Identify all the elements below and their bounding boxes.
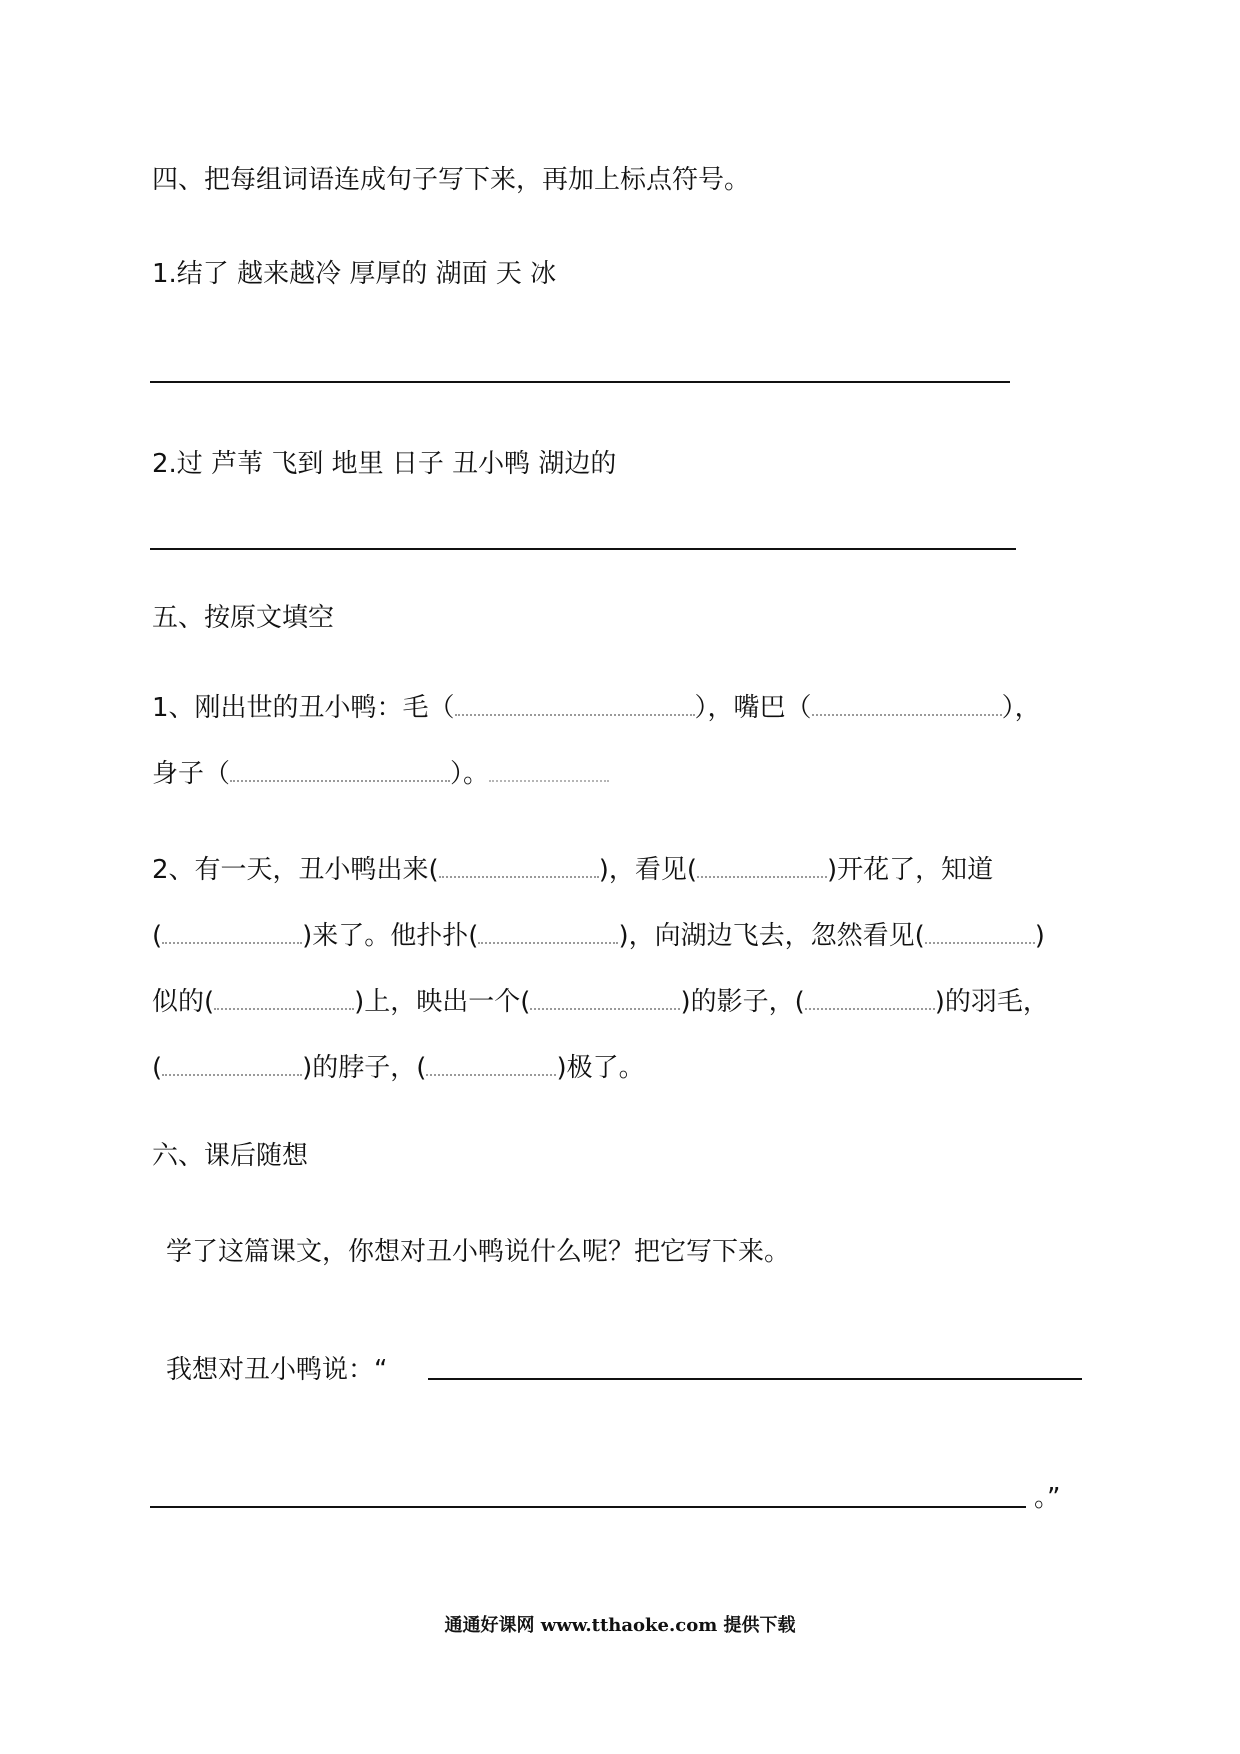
q2-l3-text-a: 似的( — [152, 987, 215, 1017]
section6-prompt: 学了这篇课文，你想对丑小鸭说什么呢？把它写下来。 — [166, 1237, 791, 1267]
section4-question-2: 2.过 芦苇 飞到 地里 日子 丑小鸭 湖边的 — [152, 449, 617, 479]
q1-text-e: ）。 — [450, 759, 490, 789]
dotted-tail — [489, 758, 609, 782]
page-footer: 通通好课网 www.tthaoke.com 提供下载 — [444, 1615, 796, 1636]
q1-text-a: 1、刚出世的丑小鸭：毛（ — [152, 693, 455, 723]
q2-l2-text-b: )来了。他扑扑( — [302, 921, 479, 951]
blank-q2-3[interactable] — [162, 920, 302, 944]
q2-l1-text-b: )，看见( — [598, 855, 697, 885]
blank-q2-5[interactable] — [925, 920, 1035, 944]
answer-line-reflection-2[interactable] — [150, 1506, 1026, 1508]
q2-l1-text-a: 2、有一天，丑小鸭出来( — [152, 855, 439, 885]
q2-l2-text-d: ) — [1034, 921, 1045, 951]
blank-q2-8[interactable] — [805, 986, 935, 1010]
section5-question-1-line-2 — [152, 756, 609, 792]
blank-q2-7[interactable] — [530, 986, 680, 1010]
section5-question-1-line-1 — [152, 690, 1041, 726]
answer-line-reflection-1[interactable] — [428, 1378, 1082, 1380]
section5-question-2-line-3 — [152, 984, 1049, 1020]
section6-title: 六、课后随想 — [152, 1141, 309, 1171]
q2-l3-text-d: )的羽毛， — [934, 987, 1049, 1017]
blank-beak[interactable] — [812, 692, 1002, 716]
section5-question-2-line-2 — [152, 918, 1045, 954]
q1-text-d: 身子（ — [152, 759, 231, 789]
section6-closing: 。” — [1034, 1483, 1061, 1513]
section5-question-2-line-4 — [152, 1050, 645, 1086]
q2-l2-text-c: )，向湖边飞去，忽然看见( — [618, 921, 925, 951]
blank-q2-6[interactable] — [214, 986, 354, 1010]
q2-l4-text-c: )极了。 — [556, 1053, 645, 1083]
q2-l4-text-b: )的脖子，( — [302, 1053, 427, 1083]
blank-body[interactable] — [230, 758, 450, 782]
blank-q2-4[interactable] — [478, 920, 618, 944]
blank-q2-10[interactable] — [426, 1052, 556, 1076]
q2-l4-text-a: ( — [152, 1053, 163, 1083]
q2-l1-text-c: )开花了，知道 — [826, 855, 994, 885]
blank-fur[interactable] — [455, 692, 695, 716]
blank-q2-2[interactable] — [697, 854, 827, 878]
blank-q2-9[interactable] — [162, 1052, 302, 1076]
section5-title: 五、按原文填空 — [152, 603, 335, 633]
answer-line-q1[interactable] — [150, 381, 1010, 383]
q1-text-c: ）， — [1001, 693, 1041, 723]
section4-question-1: 1.结了 越来越冷 厚厚的 湖面 天 冰 — [152, 259, 557, 289]
q1-text-b: ），嘴巴（ — [694, 693, 812, 723]
q2-l3-text-c: )的影子，( — [680, 987, 805, 1017]
answer-line-q2[interactable] — [150, 548, 1016, 550]
blank-q2-1[interactable] — [439, 854, 599, 878]
section6-lead: 我想对丑小鸭说：“ — [166, 1355, 388, 1385]
section5-question-2-line-1 — [152, 852, 993, 888]
q2-l2-text-a: ( — [152, 921, 163, 951]
section4-title: 四、把每组词语连成句子写下来，再加上标点符号。 — [152, 165, 751, 195]
q2-l3-text-b: )上，映出一个( — [354, 987, 531, 1017]
